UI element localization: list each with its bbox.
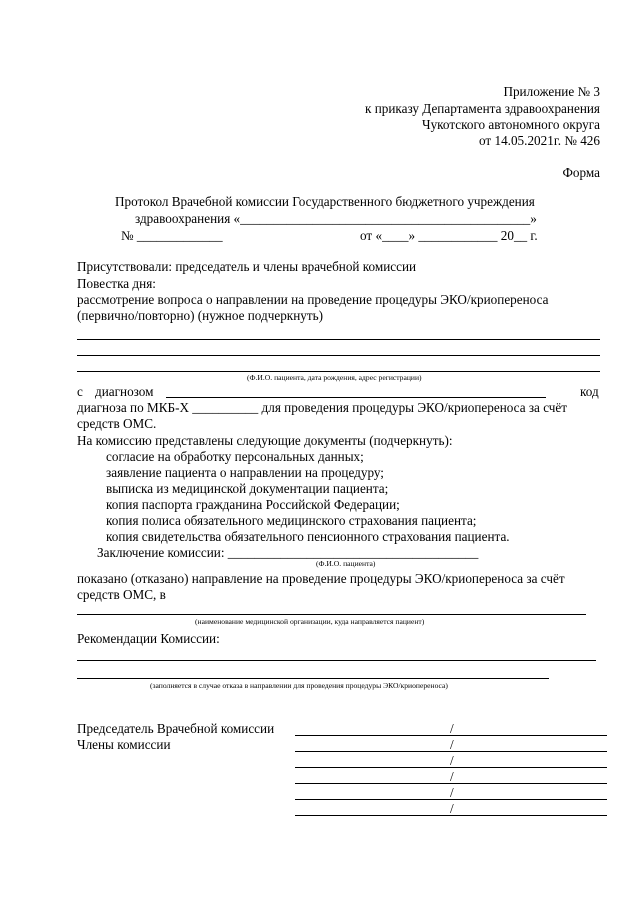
chair-label: Председатель Врачебной комиссии — [77, 721, 275, 736]
present-line: Присутствовали: председатель и члены врачебной комиссии — [77, 259, 417, 274]
refusal-caption: (заполняется в случае отказа в направлении для проведения процедуры ЭКО/криопереноса) — [150, 681, 448, 690]
recommendation-line-2[interactable] — [77, 678, 549, 679]
patient-line-1[interactable] — [77, 339, 600, 340]
protocol-title: Протокол Врачебной комиссии Государственного бюджетного учреждения — [115, 194, 535, 209]
patient-line-3[interactable] — [77, 371, 600, 372]
form-label: Форма — [562, 165, 600, 180]
diagnosis-code-word: код — [580, 384, 599, 399]
icd-code-line: диагноза по МКБ-Х __________ для проведения процедуры ЭКО/криопереноса за счёт — [77, 400, 568, 415]
signature-slash: / — [450, 721, 454, 736]
patient-line-2[interactable] — [77, 355, 600, 356]
documents-intro: На комиссию представлены следующие документы (подчеркнуть): — [77, 433, 453, 448]
agenda-note: (первично/повторно) (нужное подчеркнуть) — [77, 308, 324, 323]
appendix-number: Приложение № 3 — [503, 84, 600, 99]
patient-caption: (Ф.И.О. пациента, дата рождения, адрес регистрации) — [247, 373, 422, 382]
signature-slash: / — [450, 737, 454, 752]
signature-slash: / — [450, 753, 454, 768]
conclusion-caption: (Ф.И.О. пациента) — [316, 559, 376, 568]
decision-line: показано (отказано) направление на проведение процедуры ЭКО/криопереноса за счёт — [77, 571, 565, 586]
members-label: Члены комиссии — [77, 737, 171, 752]
document-item[interactable]: копия паспорта гражданина Российской Федерации; — [106, 497, 400, 512]
organization-caption: (наименование медицинской организации, куда направляется пациент) — [195, 617, 425, 626]
recommendation-line-1[interactable] — [77, 660, 596, 661]
document-item[interactable]: копия свидетельства обязательного пенсионного страхования пациента. — [106, 529, 510, 544]
diagnosis-word: диагнозом — [95, 384, 154, 399]
signature-slash: / — [450, 785, 454, 800]
recommendations-heading: Рекомендации Комиссии: — [77, 631, 220, 646]
decision-oms: средств ОМС, в — [77, 587, 166, 602]
agenda-text: рассмотрение вопроса о направлении на проведение процедуры ЭКО/криопереноса — [77, 292, 549, 307]
region-name: Чукотского автономного округа — [422, 117, 600, 132]
protocol-number-field[interactable]: № _____________ — [121, 228, 223, 243]
agenda-heading: Повестка дня: — [77, 276, 156, 291]
diagnosis-c: с — [77, 384, 83, 399]
document-item[interactable]: выписка из медицинской документации пациента; — [106, 481, 389, 496]
document-item[interactable]: согласие на обработку персональных данных; — [106, 449, 364, 464]
order-date: от 14.05.2021г. № 426 — [479, 133, 600, 148]
signature-slash: / — [450, 769, 454, 784]
protocol-date-field[interactable]: от «____» ____________ 20__ г. — [360, 228, 538, 243]
conclusion-field[interactable]: Заключение комиссии: ______________________________________ — [97, 545, 479, 560]
institution-name-line[interactable]: здравоохранения «____________________________________________» — [135, 211, 537, 226]
oms-line: средств ОМС. — [77, 416, 157, 431]
organization-field[interactable] — [77, 614, 586, 615]
order-reference: к приказу Департамента здравоохранения — [365, 101, 600, 116]
signature-slash: / — [450, 801, 454, 816]
diagnosis-field[interactable] — [166, 397, 546, 398]
document-item[interactable]: копия полиса обязательного медицинского страхования пациента; — [106, 513, 477, 528]
document-item[interactable]: заявление пациента о направлении на процедуру; — [106, 465, 384, 480]
